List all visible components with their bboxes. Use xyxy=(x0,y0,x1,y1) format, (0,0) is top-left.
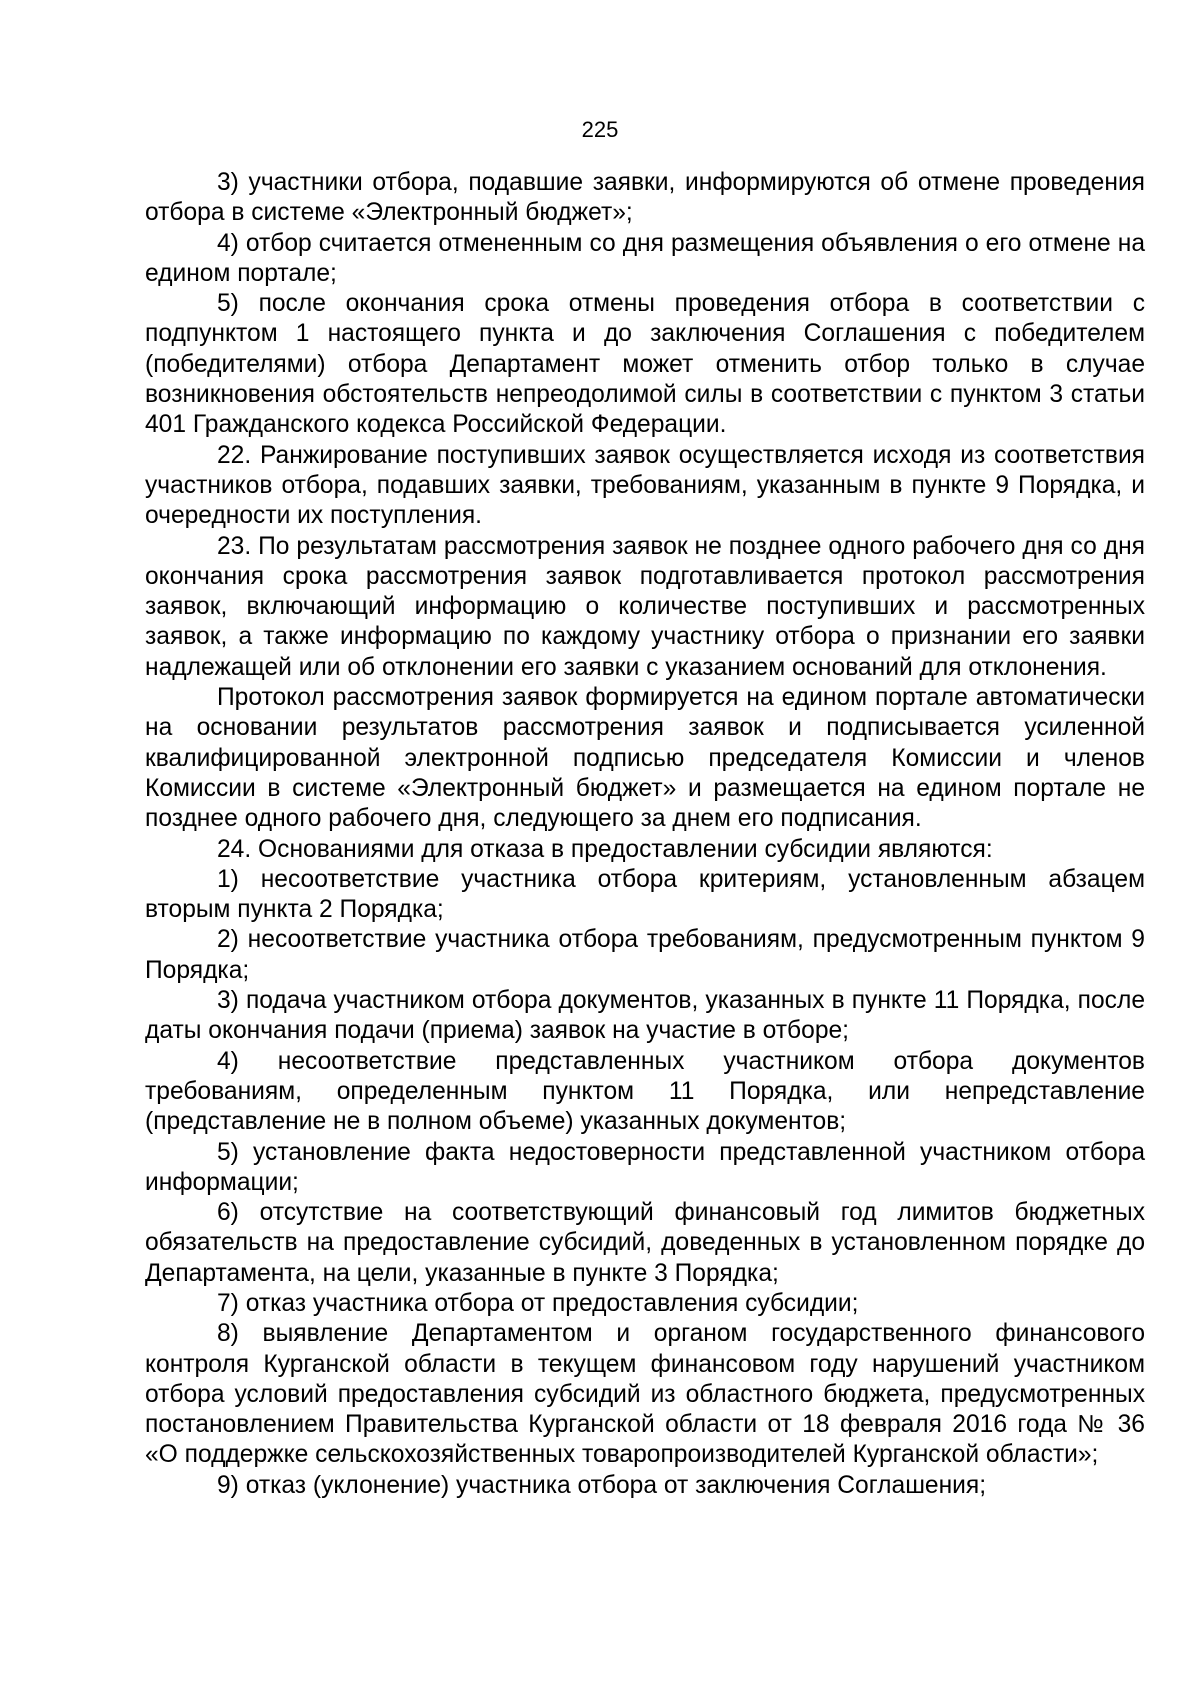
paragraph: 9) отказ (уклонение) участника отбора от заключения Соглашения; xyxy=(217,1471,987,1499)
paragraph: 3) участники отбора, подавшие заявки, информируются об отмене проведения отбора в системе «Электронный бюджет»; xyxy=(145,169,1145,227)
paragraph: 23. По результатам рассмотрения заявок не позднее одного рабочего дня со дня окончания срока рассмотрения заявок подготавливается протокол рассмотрения заявок, включающий информацию о количестве поступивших и рассмотренных заявок, а также информацию по каждому участнику отбора о признании его заявки надлежащей или об отклонении его заявки с указанием оснований для отклонения. xyxy=(145,532,1145,681)
document-body xyxy=(145,168,1145,1501)
paragraph: 5) после окончания срока отмены проведения отбора в соответствии с подпунктом 1 настоящего пункта и до заключения Соглашения с победителем (победителями) отбора Департамент может отменить отбор только в случае возникновения обстоятельств непреодолимой силы в соответствии с пунктом 3 статьи 401 Гражданского кодекса Российской Федерации. xyxy=(145,290,1145,439)
paragraph: 5) установление факта недостоверности представленной участником отбора информации; xyxy=(145,1138,1145,1196)
paragraph: 8) выявление Департаментом и органом государственного финансового контроля Курганской области в текущем финансовом году нарушений участником отбора условий предоставления субсидий из областного бюджета, предусмотренных постановлением Правительства Курганской области от 18 февраля 2016 года № 36 «О поддержке сельскохозяйственных товаропроизводителей Курганской области»; xyxy=(145,1320,1145,1469)
paragraph: 4) несоответствие представленных участником отбора документов требованиям, определенным пунктом 11 Порядка, или непредставление (представление не в полном объеме) указанных документов; xyxy=(145,1047,1145,1136)
paragraph: 4) отбор считается отмененным со дня размещения объявления о его отмене на едином портале; xyxy=(145,229,1145,287)
paragraph: 2) несоответствие участника отбора требованиям, предусмотренным пунктом 9 Порядка; xyxy=(145,926,1145,984)
paragraph: 7) отказ участника отбора от предоставления субсидии; xyxy=(217,1289,859,1317)
paragraph: 24. Основаниями для отказа в предоставлении субсидии являются: xyxy=(217,835,993,863)
page-number: 225 xyxy=(581,117,619,142)
paragraph: 22. Ранжирование поступивших заявок осуществляется исходя из соответствия участников отбора, подавших заявки, требованиям, указанным в пункте 9 Порядка, и очередности их поступления. xyxy=(145,441,1145,530)
paragraph: 1) несоответствие участника отбора критериям, установленным абзацем вторым пункта 2 Порядка; xyxy=(145,865,1145,924)
paragraph: 6) отсутствие на соответствующий финансовый год лимитов бюджетных обязательств на предоставление субсидий, доведенных в установленном порядке до Департамента, на цели, указанные в пункте 3 Порядка; xyxy=(145,1199,1145,1287)
paragraph: 3) подача участником отбора документов, указанных в пункте 11 Порядка, после даты окончания подачи (приема) заявок на участие в отборе; xyxy=(145,987,1145,1045)
paragraph: Протокол рассмотрения заявок формируется на едином портале автоматически на основании результатов рассмотрения заявок и подписывается усиленной квалифицированной электронной подписью председателя Комиссии и членов Комиссии в системе «Электронный бюджет» и размещается на едином портале не позднее одного рабочего дня, следующего за днем его подписания. xyxy=(145,684,1145,833)
